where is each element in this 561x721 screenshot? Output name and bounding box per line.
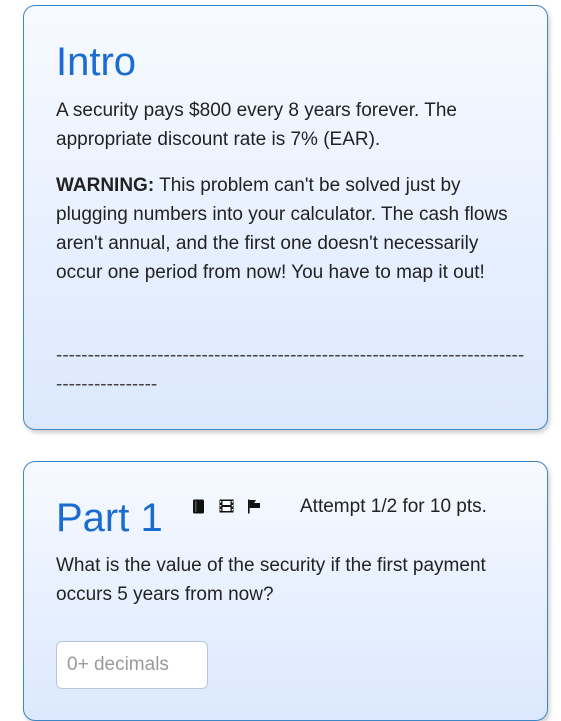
warning-paragraph [56, 171, 526, 287]
part1-question: What is the value of the security if the first payment occurs 5 years from now? [56, 555, 486, 605]
part1-title: Part 1 [56, 496, 163, 540]
flag-icon[interactable] [246, 498, 262, 514]
film-icon[interactable] [218, 498, 234, 514]
answer-input[interactable] [56, 641, 208, 689]
attempt-info: Attempt 1/2 for 10 pts. [300, 496, 487, 517]
divider-line: ------------------------------------------------------------------------------------------ [56, 345, 525, 395]
intro-card [23, 5, 548, 430]
part1-card [23, 461, 548, 721]
warning-text: This problem can't be solved just by plugging numbers into your calculator. The cash flows aren't annual, and the first one doesn't necessarily occur one period from now! You have to map it out! [56, 175, 508, 283]
warning-label: WARNING: [56, 175, 155, 196]
intro-title: Intro [56, 40, 137, 84]
intro-paragraph: A security pays $800 every 8 years forever. The appropriate discount rate is 7% (EAR). [56, 100, 457, 150]
part1-toolbar [190, 498, 262, 514]
book-icon[interactable] [190, 498, 206, 514]
